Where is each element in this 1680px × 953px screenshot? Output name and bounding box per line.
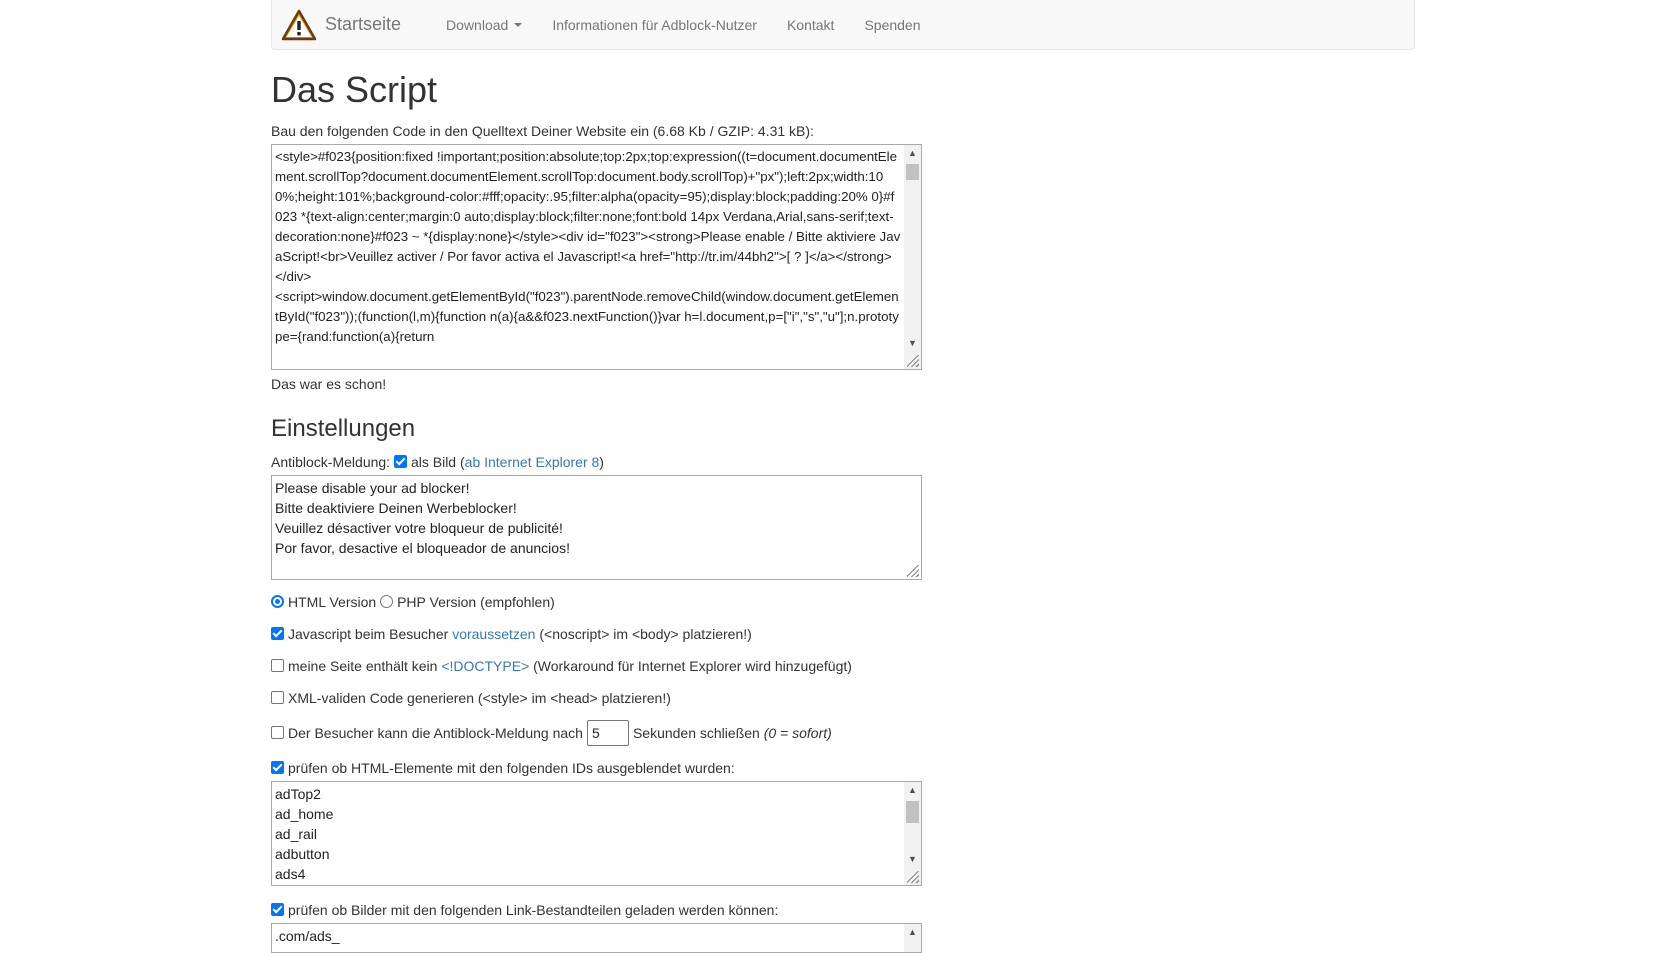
version-row bbox=[271, 592, 1415, 612]
nav-info-adblock[interactable]: Informationen für Adblock-Nutzer bbox=[552, 16, 757, 33]
resize-grip-icon[interactable] bbox=[907, 355, 919, 367]
js-require-row bbox=[271, 624, 1415, 644]
ids-text: adTop2 ad_home ad_rail adbutton ads4 bbox=[275, 785, 334, 882]
antiblock-label: Antiblock-Meldung: bbox=[271, 453, 391, 470]
scroll-up-icon[interactable]: ▲ bbox=[908, 785, 917, 796]
links-text: .com/ads_ bbox=[275, 927, 340, 944]
message-text: Please disable your ad blocker! Bitte deaktiviere Deinen Werbeblocker! Veuillez désactiver votre bloqueur de publicité! Por favor, desactive el bloqueador de anuncios! bbox=[275, 479, 570, 556]
scrollbar[interactable] bbox=[904, 924, 921, 952]
html-version-radio[interactable] bbox=[271, 595, 284, 608]
page-container bbox=[271, 0, 1415, 953]
message-textarea[interactable] bbox=[271, 475, 922, 580]
check-images-label: prüfen ob Bilder mit den folgenden Link-Bestandteilen geladen werden können: bbox=[288, 901, 779, 918]
check-ids-checkbox[interactable] bbox=[271, 761, 284, 774]
scrollbar[interactable] bbox=[904, 782, 921, 885]
check-images-checkbox[interactable] bbox=[271, 903, 284, 916]
scrollbar-thumb[interactable] bbox=[906, 164, 919, 180]
doctype-checkbox[interactable] bbox=[271, 659, 284, 672]
scroll-up-icon[interactable]: ▲ bbox=[908, 927, 917, 938]
warning-icon bbox=[281, 9, 317, 41]
xml-valid-checkbox[interactable] bbox=[271, 691, 284, 704]
resize-grip-icon[interactable] bbox=[907, 565, 919, 577]
close-after-label-after: Sekunden schließen bbox=[632, 724, 760, 741]
nav-download-label: Download bbox=[446, 16, 509, 33]
scroll-down-icon[interactable]: ▼ bbox=[908, 854, 917, 865]
paren-open: ( bbox=[459, 453, 465, 470]
nav-kontakt[interactable]: Kontakt bbox=[786, 16, 835, 33]
as-image-label: als Bild bbox=[410, 453, 457, 470]
close-after-row bbox=[271, 720, 1415, 746]
xml-valid-row bbox=[271, 688, 1415, 708]
js-require-checkbox[interactable] bbox=[271, 627, 284, 640]
resize-grip-icon[interactable] bbox=[907, 871, 919, 883]
links-textarea[interactable] bbox=[271, 923, 922, 953]
doctype-link[interactable]: <!DOCTYPE> bbox=[441, 657, 530, 674]
script-code: <style>#f023{position:fixed !important;position:absolute;top:2px;top:expression((t=document.documentElement.scrollTop?document.documentElement.scrollTop:document.body.scrollTop)+"px");left:2px;width:100%;height:101%;background-color:#fff;opacity:.95;filter:alpha(opacity=95);display:block;padding:20% 0}#f023 *{text-align:center;margin:0 auto;display:block;filter:none;font:bold 14px Verdana,Arial,sans-serif;text-decoration:none}#f023 ~ *{display:none}</style><div id="f023"><strong>Please enable / Bitte aktiviere JavaScript!<br>Veuillez activer / Por favor activa el Javascript!<a href="http://tr.im/44bh2">[ ? ]</a></strong></div> <script>window.document.getElementById("f023").parentNode.removeChild(window.document.getElementById("f023"));(function(l,m){function n(a){a&&f023.nextFunction()}var h=l.document,p=["i","s","u"];n.prototype={rand:function(a){return bbox=[275, 148, 901, 344]
close-seconds-input[interactable] bbox=[587, 720, 629, 746]
doctype-row bbox=[271, 656, 1415, 676]
caret-down-icon bbox=[514, 23, 522, 27]
js-require-label-after: (<noscript> im <body> platzieren!) bbox=[535, 625, 752, 642]
navbar bbox=[271, 0, 1415, 50]
doctype-label-before: meine Seite enthält kein bbox=[288, 657, 442, 674]
paren-close: ) bbox=[599, 453, 604, 470]
scroll-up-icon[interactable]: ▲ bbox=[908, 148, 917, 159]
check-ids-label: prüfen ob HTML-Elemente mit den folgenden IDs ausgeblendet wurden: bbox=[288, 759, 735, 776]
script-intro: Bau den folgenden Code in den Quelltext Deiner Website ein (6.68 Kb / GZIP: 4.31 kB): bbox=[271, 122, 814, 139]
php-version-radio[interactable] bbox=[380, 595, 393, 608]
brand-link[interactable] bbox=[272, 9, 431, 41]
xml-valid-label: XML-validen Code generieren (<style> im <head> platzieren!) bbox=[288, 689, 671, 706]
close-after-label-before: Der Besucher kann die Antiblock-Meldung nach bbox=[288, 724, 583, 741]
check-ids-row bbox=[271, 758, 1415, 778]
js-require-label-before: Javascript beim Besucher bbox=[288, 625, 453, 642]
settings-title: Einstellungen bbox=[271, 414, 416, 442]
scrollbar-thumb[interactable] bbox=[906, 801, 919, 823]
close-after-checkbox[interactable] bbox=[271, 726, 284, 739]
php-version-label: PHP Version (empfohlen) bbox=[397, 593, 555, 610]
ids-textarea[interactable] bbox=[271, 781, 922, 886]
ie8-link[interactable]: ab Internet Explorer 8 bbox=[464, 453, 600, 470]
check-images-row bbox=[271, 900, 1415, 920]
voraussetzen-link[interactable]: voraussetzen bbox=[452, 625, 536, 642]
nav-download[interactable] bbox=[431, 17, 537, 33]
antiblock-row bbox=[271, 452, 1415, 472]
done-text: Das war es schon! bbox=[271, 375, 387, 392]
scrollbar[interactable] bbox=[904, 145, 921, 369]
html-version-label: HTML Version bbox=[288, 593, 377, 610]
brand-text: Startseite bbox=[325, 14, 402, 34]
scroll-down-icon[interactable]: ▼ bbox=[908, 338, 917, 349]
script-code-textarea[interactable] bbox=[271, 144, 922, 370]
doctype-label-after: (Workaround für Internet Explorer wird hinzugefügt) bbox=[529, 657, 852, 674]
page-title: Das Script bbox=[271, 69, 438, 110]
nav-spenden[interactable]: Spenden bbox=[864, 16, 921, 33]
close-after-hint: (0 = sofort) bbox=[763, 724, 832, 741]
as-image-checkbox[interactable] bbox=[394, 455, 407, 468]
